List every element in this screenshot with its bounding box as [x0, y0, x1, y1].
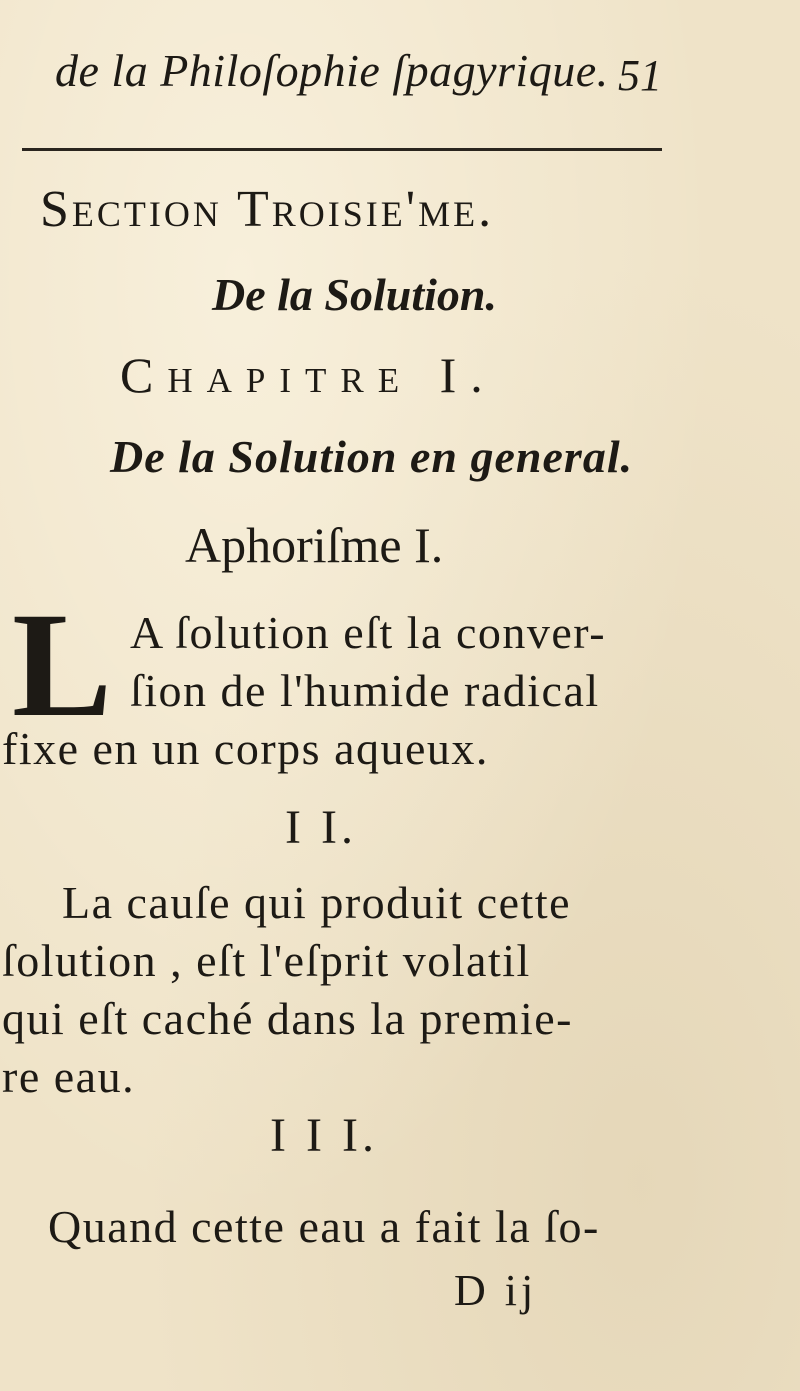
chapter-heading: Chapitre I.: [120, 347, 497, 403]
aphorism-2-line: qui eſt caché dans la premie-: [2, 993, 573, 1044]
aphorism-3-line: Quand cette eau a fait la ſo-: [48, 1201, 600, 1252]
drop-cap: L: [12, 582, 113, 748]
page-number: 51: [618, 51, 662, 100]
aphorism-2-line: re eau.: [2, 1051, 136, 1102]
aphorism-2-line: La cauſe qui produit cette: [62, 877, 572, 928]
signature-mark: D ij: [454, 1266, 538, 1315]
aphorism-1-line: ſion de l'humide radical: [130, 665, 600, 716]
aphorism-1-line: A ſolution eſt la conver-: [130, 607, 607, 658]
section-subtitle: De la Solution.: [212, 269, 498, 320]
aphorism-2-heading: I I.: [285, 801, 357, 854]
section-heading: Section Troisie'me.: [40, 181, 495, 238]
aphorism-3-heading: I I I.: [270, 1109, 378, 1162]
running-head-title: de la Philoſophie ſpagyrique.: [55, 45, 609, 96]
aphorism-2-line: ſolution , eſt l'eſprit volatil: [2, 935, 531, 986]
header-rule: [22, 148, 662, 151]
aphorism-1-heading: Aphoriſme I.: [185, 517, 444, 573]
chapter-subtitle: De la Solution en general.: [110, 431, 634, 482]
aphorism-1-line: fixe en un corps aqueux.: [2, 723, 489, 774]
